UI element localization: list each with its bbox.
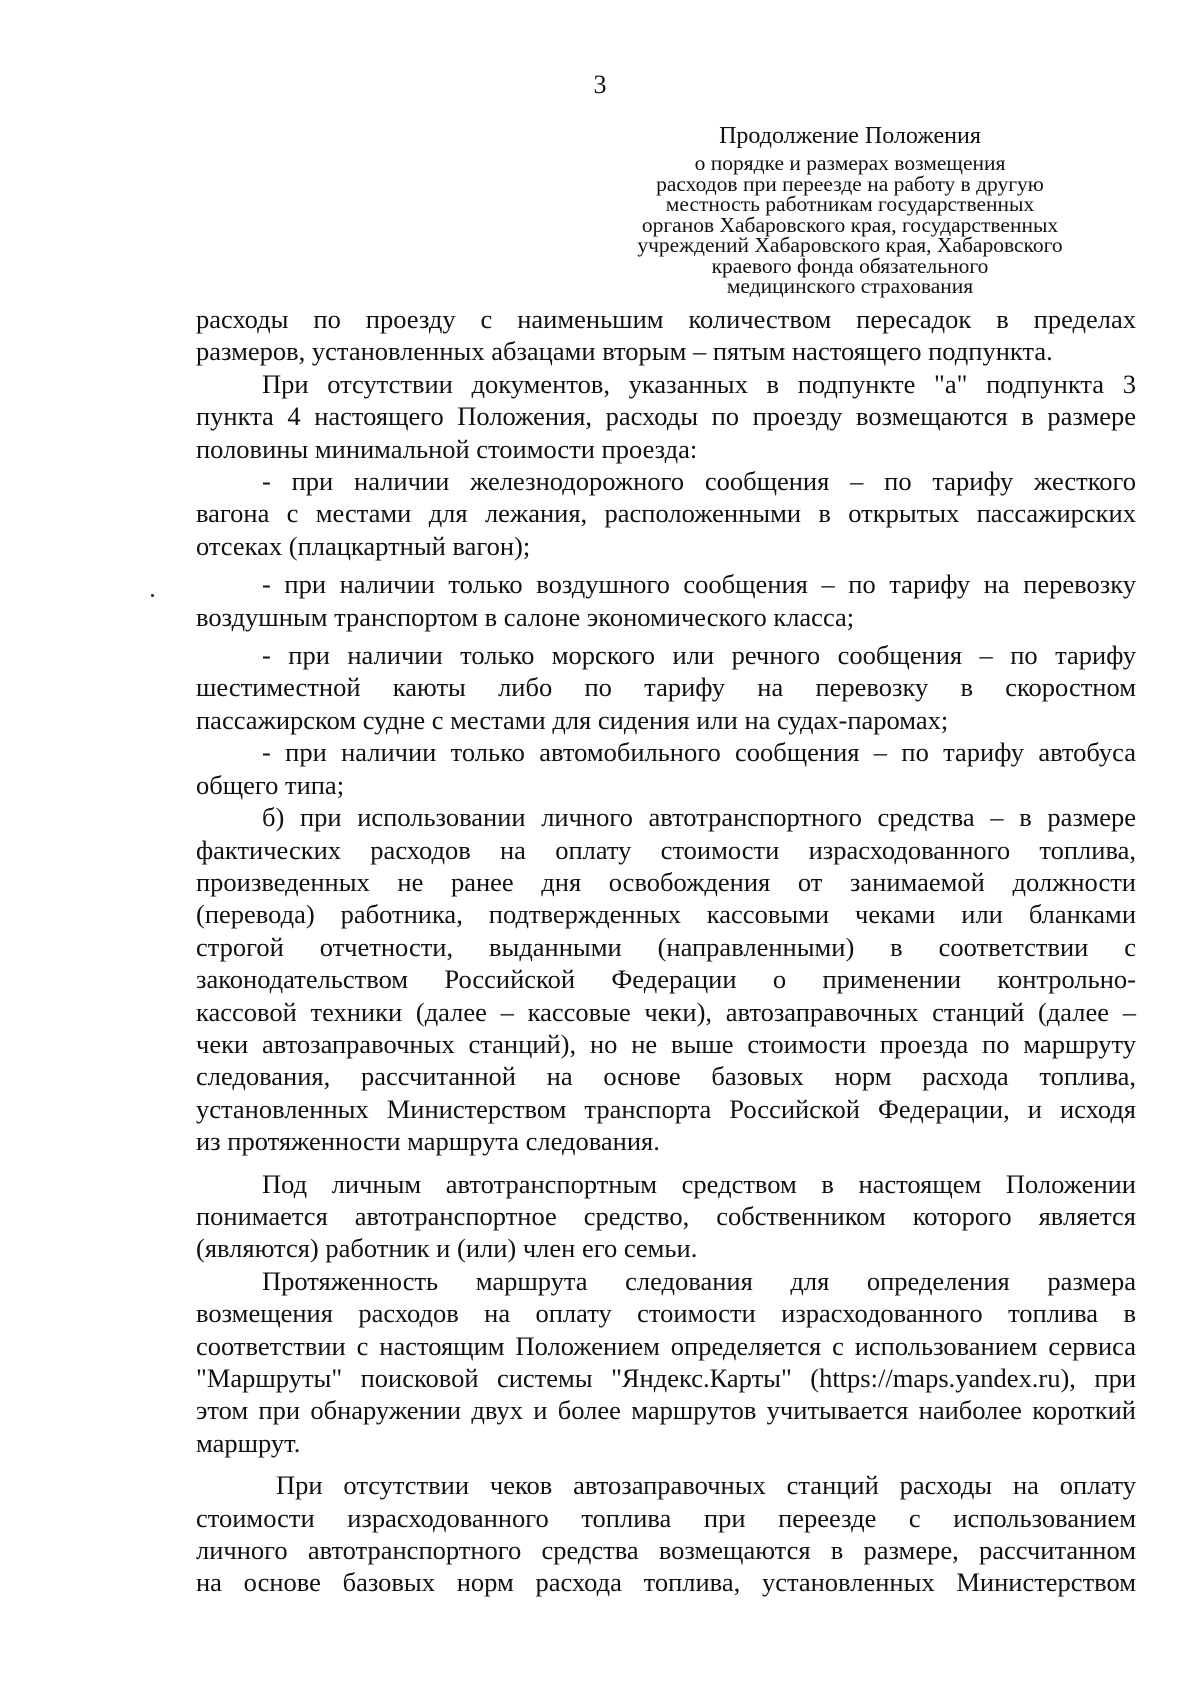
text-line: отсеках (плацкартный вагон); bbox=[196, 530, 531, 561]
header-title: Продолжение Положения bbox=[719, 123, 981, 149]
text-line: маршрут. bbox=[196, 1427, 301, 1458]
text-line: Протяженность маршрута следования для определения размера bbox=[262, 1265, 1136, 1296]
document-header bbox=[620, 122, 1080, 297]
paragraph bbox=[196, 639, 1136, 736]
scan-speck bbox=[151, 594, 154, 597]
paragraph bbox=[196, 1265, 1136, 1459]
header-line: органов Хабаровского края, государственных bbox=[641, 212, 1059, 237]
text-line: воздушным транспортом в салоне экономического класса; bbox=[196, 601, 855, 632]
text-line: понимается автотранспортное средство, собственником которого является bbox=[196, 1200, 1136, 1231]
header-line: учреждений Хабаровского края, Хабаровского bbox=[637, 233, 1063, 257]
text-line: строгой отчетности, выданными (направленными) в соответствии с bbox=[196, 931, 1136, 962]
text-line: расходы по проезду с наименьшим количеством пересадок в пределах bbox=[196, 304, 1136, 334]
text-line: размеров, установленных абзацами вторым – пятым настоящего подпункта. bbox=[196, 336, 1053, 367]
paragraph bbox=[196, 736, 1136, 801]
paragraph bbox=[196, 1168, 1136, 1265]
text-line: б) при использовании личного автотранспортного средства – в размере bbox=[262, 802, 1136, 833]
text-line: законодательством Российской Федерации о применении контрольно- bbox=[196, 964, 1136, 995]
text-line: - при наличии только автомобильного сообщения – по тарифу автобуса bbox=[262, 737, 1136, 768]
text-line: соответствии с настоящим Положением определяется с использованием сервиса bbox=[196, 1330, 1136, 1361]
header-line: местность работникам государственных bbox=[665, 192, 1035, 216]
text-line: - при наличии железнодорожного сообщения – по тарифу жесткого bbox=[262, 466, 1136, 497]
text-line: общего типа; bbox=[196, 769, 345, 800]
text-line: произведенных не ранее дня освобождения от занимаемой должности bbox=[196, 866, 1136, 897]
text-line: Под личным автотранспортным средством в настоящем Положении bbox=[262, 1168, 1136, 1199]
text-line: чеки автозаправочных станций), но не выше стоимости проезда по маршруту bbox=[196, 1028, 1136, 1059]
text-line: кассовой техники (далее – кассовые чеки), автозаправочных станций (далее – bbox=[196, 996, 1136, 1027]
paragraph bbox=[196, 801, 1136, 1157]
text-line: - при наличии только морского или речного сообщения – по тарифу bbox=[262, 640, 1136, 671]
text-line: из протяженности маршрута следования. bbox=[196, 1126, 660, 1157]
header-line: краевого фонда обязательного bbox=[711, 253, 989, 278]
text-line: установленных Министерством транспорта Российской Федерации, и исходя bbox=[196, 1093, 1136, 1124]
text-line: (являются) работник и (или) член его семьи. bbox=[196, 1233, 698, 1264]
text-line: возмещения расходов на оплату стоимости израсходованного топлива в bbox=[196, 1298, 1136, 1329]
text-line: стоимости израсходованного топлива при переезде с использованием bbox=[196, 1502, 1136, 1533]
header-line: о порядке и размерах возмещения bbox=[694, 151, 1006, 175]
paragraph bbox=[196, 368, 1136, 465]
paragraph bbox=[196, 568, 1136, 633]
text-line: шестиместной каюты либо по тарифу на перевозку в скоростном bbox=[196, 672, 1136, 703]
text-line: пассажирском судне с местами для сидения или на судах-паромах; bbox=[196, 704, 949, 735]
text-line: "Маршруты" поисковой системы "Яндекс.Карты" (https://maps.yandex.ru), при bbox=[196, 1363, 1136, 1393]
text-line: половины минимальной стоимости проезда: bbox=[196, 433, 698, 464]
text-line: следования, рассчитанной на основе базовых норм расхода топлива, bbox=[196, 1061, 1136, 1092]
text-line: фактических расходов на оплату стоимости израсходованного топлива, bbox=[196, 834, 1136, 865]
text-line: вагона с местами для лежания, расположенными в открытых пассажирских bbox=[196, 498, 1136, 529]
header-line: расходов при переезде на работу в другую bbox=[656, 171, 1044, 196]
text-line: этом при обнаружении двух и более маршрутов учитывается наиболее короткий bbox=[196, 1395, 1136, 1426]
document-body bbox=[196, 303, 1136, 1599]
paragraph bbox=[196, 303, 1136, 368]
text-line: на основе базовых норм расхода топлива, установленных Министерством bbox=[196, 1567, 1136, 1598]
page-number: 3 bbox=[593, 70, 607, 99]
text-line: (перевода) работника, подтвержденных кассовыми чеками или бланками bbox=[196, 899, 1136, 930]
header-line: медицинского страхования bbox=[726, 274, 974, 298]
text-line: личного автотранспортного средства возмещаются в размере, рассчитанном bbox=[196, 1535, 1136, 1566]
paragraph bbox=[196, 1469, 1136, 1599]
text-line: При отсутствии документов, указанных в подпункте "а" подпункта 3 bbox=[262, 368, 1136, 399]
text-line: - при наличии только воздушного сообщения – по тарифу на перевозку bbox=[262, 569, 1136, 600]
text-line: пункта 4 настоящего Положения, расходы по проезду возмещаются в размере bbox=[196, 401, 1136, 432]
text-line: При отсутствии чеков автозаправочных станций расходы на оплату bbox=[276, 1470, 1136, 1501]
paragraph bbox=[196, 465, 1136, 562]
